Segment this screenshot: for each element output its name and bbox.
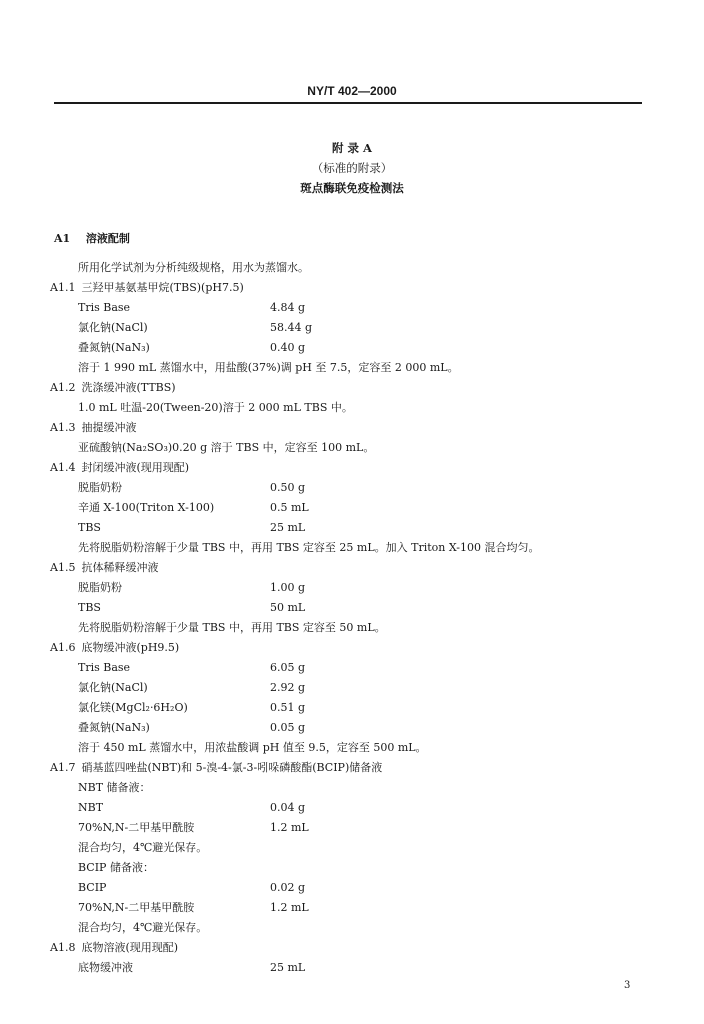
header-rule [54,102,642,104]
section-a1-1 [50,281,244,295]
section-title: 封闭缓冲液(现用现配) [81,461,190,474]
section-number: A1.4 [50,461,76,474]
reagent-amount: 50 mL [270,601,306,614]
reagent-name: 脱脂奶粉 [78,481,122,494]
reagent-amount: 2.92 g [270,681,306,694]
reagent-name: 叠氮钠(NaN₃) [78,341,150,354]
section-title: 底物溶液(现用现配) [81,941,179,954]
section-title: 底物缓冲液(pH9.5) [81,641,180,654]
page-number: 3 [624,980,631,991]
preparation-note: 先将脱脂奶粉溶解于少量 TBS 中，再用 TBS 定容至 50 mL。 [78,621,386,634]
preparation-note: 溶于 450 mL 蒸馏水中，用浓盐酸调 pH 值至 9.5，定容至 500 mL。 [78,741,427,754]
reagent-name: 叠氮钠(NaN₃) [78,721,150,734]
reagent-name: 70%N,N-二甲基甲酰胺 [78,821,195,834]
reagent-name: 70%N,N-二甲基甲酰胺 [78,901,195,914]
section-number: A1 [54,232,71,245]
preparation-note: 混合均匀，4℃避光保存。 [78,841,208,854]
reagent-name: 脱脂奶粉 [78,581,122,594]
preparation-note: 1.0 mL 吐温-20(Tween-20)溶于 2 000 mL TBS 中。 [78,401,353,414]
standard-code: NY/T 402—2000 [307,84,397,98]
section-a1-8 [50,941,178,955]
section-a1-2 [50,381,176,395]
reagent-amount: 0.02 g [270,881,306,894]
section-number: A1.3 [50,421,76,434]
reagent-amount: 1.00 g [270,581,306,594]
preparation-note: 溶于 1 990 mL 蒸馏水中，用盐酸(37%)调 pH 至 7.5，定容至 2 000 mL。 [78,361,459,374]
intro-text: 所用化学试剂为分析纯级规格，用水为蒸馏水。 [78,261,309,274]
reagent-amount: 6.05 g [270,661,306,674]
section-title: 硝基蓝四唑盐(NBT)和 5-溴-4-氯-3-吲哚磷酸酯(BCIP)储备液 [81,761,383,774]
stock-solution-label: NBT 储备液： [78,781,151,794]
preparation-note: 亚硫酸钠(Na₂SO₃)0.20 g 溶于 TBS 中，定容至 100 mL。 [78,441,375,454]
preparation-note: 混合均匀，4℃避光保存。 [78,921,208,934]
section-number: A1.5 [50,561,76,574]
reagent-name: TBS [78,521,101,534]
section-title: 溶液配制 [85,232,130,245]
preparation-note: 先将脱脂奶粉溶解于少量 TBS 中，再用 TBS 定容至 25 mL。加入 Triton X-100 混合均匀。 [78,541,540,554]
section-title: 三羟甲基氨基甲烷(TBS)(pH7.5) [81,281,244,294]
reagent-amount: 0.51 g [270,701,306,714]
section-a1-6 [50,641,179,655]
section-title: 抽提缓冲液 [81,421,137,434]
reagent-name: BCIP [78,881,107,894]
appendix-title: 斑点酶联免疫检测法 [300,181,404,195]
section-number: A1.1 [50,281,76,294]
stock-solution-label: BCIP 储备液： [78,861,154,874]
appendix-label: 附 录 A [332,141,372,155]
reagent-amount: 4.84 g [270,301,306,314]
reagent-amount: 58.44 g [270,321,313,334]
reagent-name: 氯化镁(MgCl₂·6H₂O) [78,701,188,714]
section-a1-4 [50,461,189,475]
section-title: 抗体稀释缓冲液 [81,561,159,574]
reagent-amount: 25 mL [270,961,306,974]
reagent-name: 氯化钠(NaCl) [78,321,148,334]
section-number: A1.6 [50,641,76,654]
section-number: A1.2 [50,381,76,394]
reagent-amount: 0.05 g [270,721,306,734]
section-title: 洗涤缓冲液(TTBS) [81,381,176,394]
section-a1-3 [50,421,137,435]
reagent-name: 底物缓冲液 [78,961,133,974]
section-number: A1.7 [50,761,76,774]
reagent-amount: 0.50 g [270,481,306,494]
reagent-amount: 25 mL [270,521,306,534]
reagent-name: TBS [78,601,101,614]
appendix-nature: （标准的附录） [311,161,393,175]
section-a1 [54,232,130,246]
reagent-name: 氯化钠(NaCl) [78,681,148,694]
section-number: A1.8 [50,941,76,954]
reagent-amount: 1.2 mL [270,901,309,914]
reagent-amount: 0.5 mL [270,501,309,514]
reagent-amount: 0.04 g [270,801,306,814]
reagent-name: Tris Base [78,661,131,674]
reagent-amount: 1.2 mL [270,821,309,834]
reagent-amount: 0.40 g [270,341,306,354]
reagent-name: NBT [78,801,104,814]
reagent-name: 辛通 X-100(Triton X-100) [78,501,215,514]
reagent-name: Tris Base [78,301,131,314]
section-a1-5 [50,561,159,575]
section-a1-7 [50,761,382,775]
